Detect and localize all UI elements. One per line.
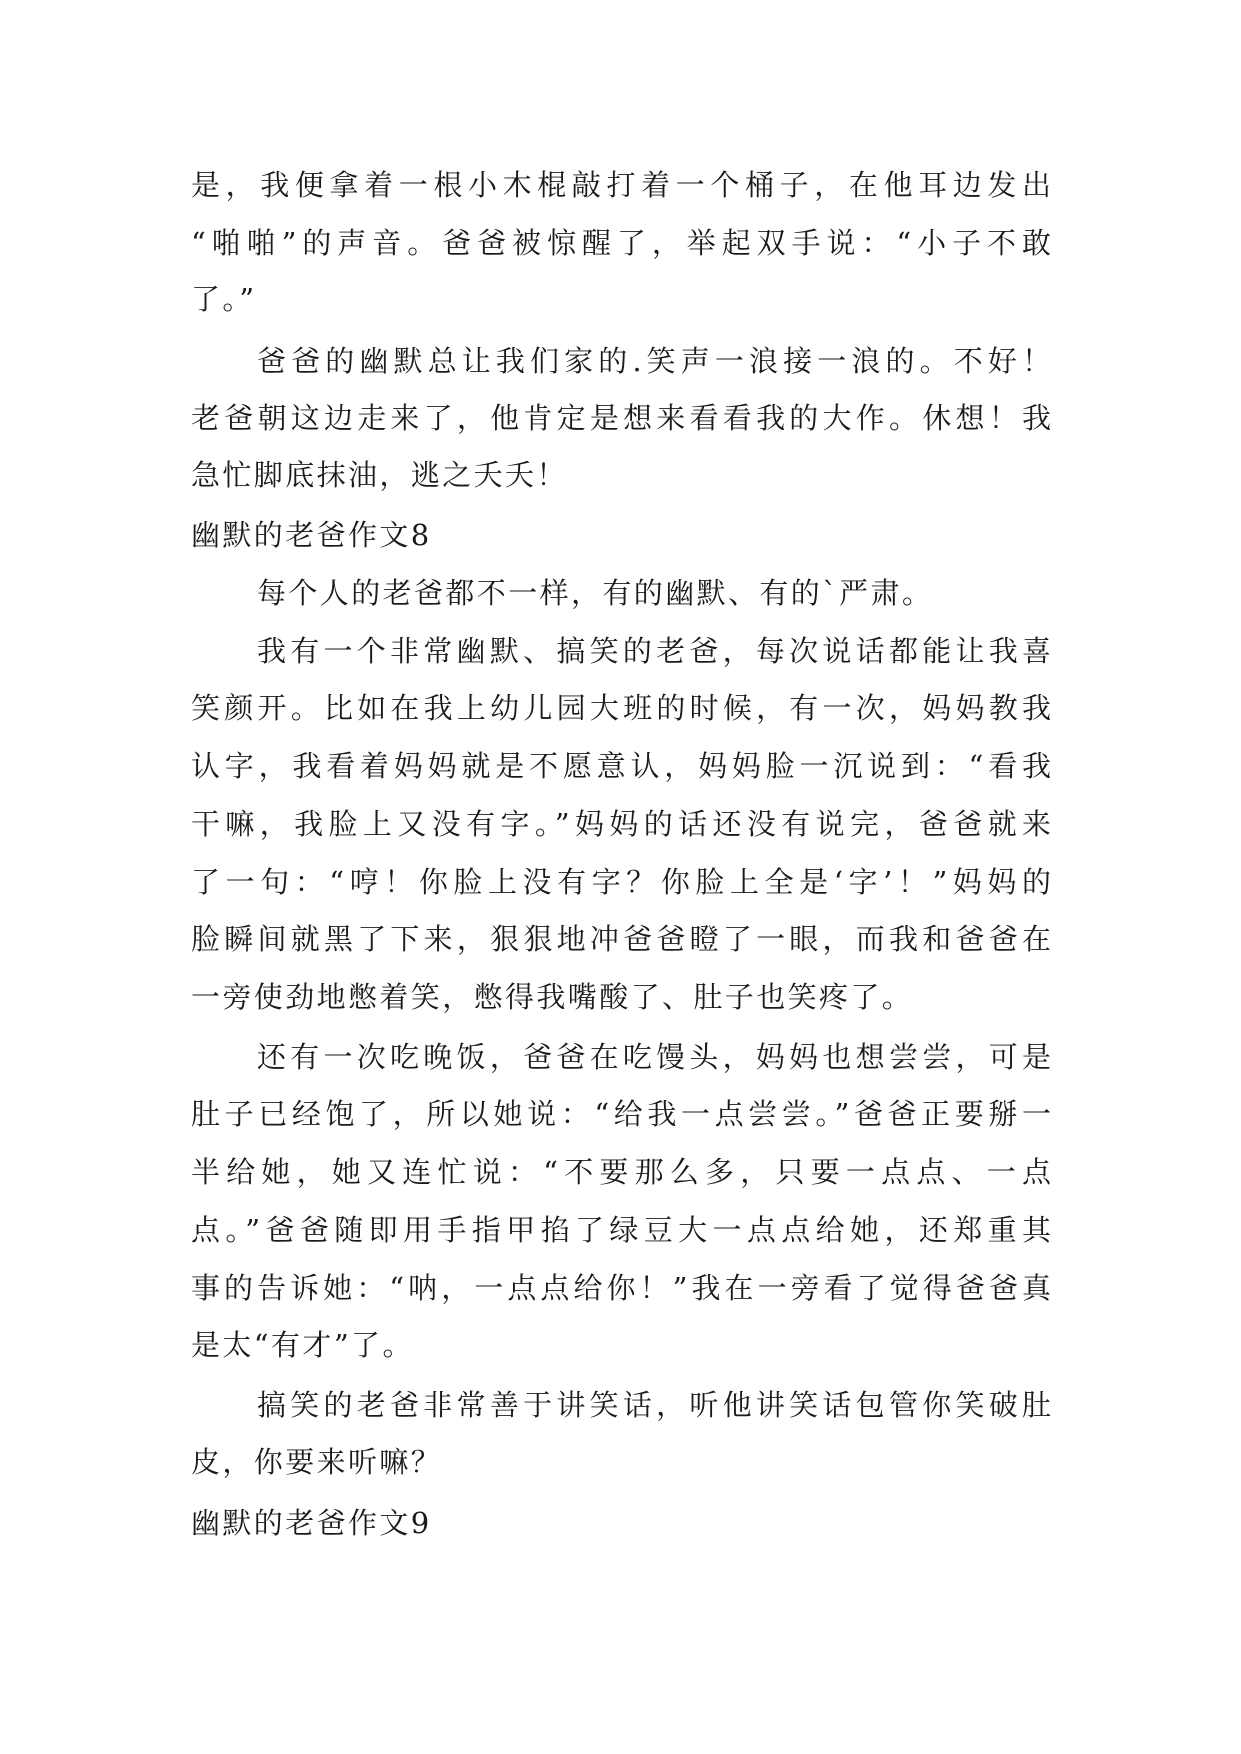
text-line: 认字，我看着妈妈就是不愿意认，妈妈脸一沉说到：“看我	[191, 749, 1051, 783]
text-line: 笑颜开。比如在我上幼儿园大班的时候，有一次，妈妈教我	[191, 691, 1051, 725]
text-line: “啪啪”的声音。爸爸被惊醒了，举起双手说：“小子不敢	[191, 226, 1051, 260]
text-line: 了。”	[191, 282, 257, 316]
text-line: 老爸朝这边走来了，他肯定是想来看看我的大作。休想！我	[191, 401, 1051, 435]
text-line: 了一句：“哼！你脸上没有字？你脸上全是‘字’！”妈妈的	[191, 865, 1051, 899]
section-heading: 幽默的老爸作文9	[191, 1506, 432, 1540]
text-line: 点。”爸爸随即用手指甲掐了绿豆大一点点给她，还郑重其	[191, 1213, 1051, 1247]
text-line: 事的告诉她：“呐，一点点给你！”我在一旁看了觉得爸爸真	[191, 1271, 1051, 1305]
text-line: 是太“有才”了。	[191, 1328, 414, 1362]
paragraph-line: 还有一次吃晚饭，爸爸在吃馒头，妈妈也想尝尝，可是	[257, 1040, 1051, 1074]
paragraph-line: 搞笑的老爸非常善于讲笑话，听他讲笑话包管你笑破肚	[257, 1388, 1051, 1422]
paragraph-line: 我有一个非常幽默、搞笑的老爸，每次说话都能让我喜	[257, 634, 1051, 668]
text-line: 皮，你要来听嘛？	[191, 1445, 443, 1479]
text-line: 干嘛，我脸上又没有字。”妈妈的话还没有说完，爸爸就来	[191, 807, 1051, 841]
text-line: 一旁使劲地憋着笑，憋得我嘴酸了、肚子也笑疼了。	[191, 980, 914, 1014]
paragraph-line: 每个人的老爸都不一样，有的幽默、有的`严肃。	[257, 576, 934, 610]
text-line: 是，我便拿着一根小木棍敲打着一个桶子，在他耳边发出	[191, 168, 1051, 202]
text-line: 脸瞬间就黑了下来，狠狠地冲爸爸瞪了一眼，而我和爸爸在	[191, 922, 1051, 956]
text-line: 肚子已经饱了，所以她说：“给我一点尝尝。”爸爸正要掰一	[191, 1097, 1051, 1131]
section-heading: 幽默的老爸作文8	[191, 518, 432, 552]
paragraph-line: 爸爸的幽默总让我们家的.笑声一浪接一浪的。不好！	[257, 344, 1051, 378]
text-line: 急忙脚底抹油，逃之夭夭！	[191, 458, 568, 492]
text-line: 半给她，她又连忙说：“不要那么多，只要一点点、一点	[191, 1155, 1051, 1189]
